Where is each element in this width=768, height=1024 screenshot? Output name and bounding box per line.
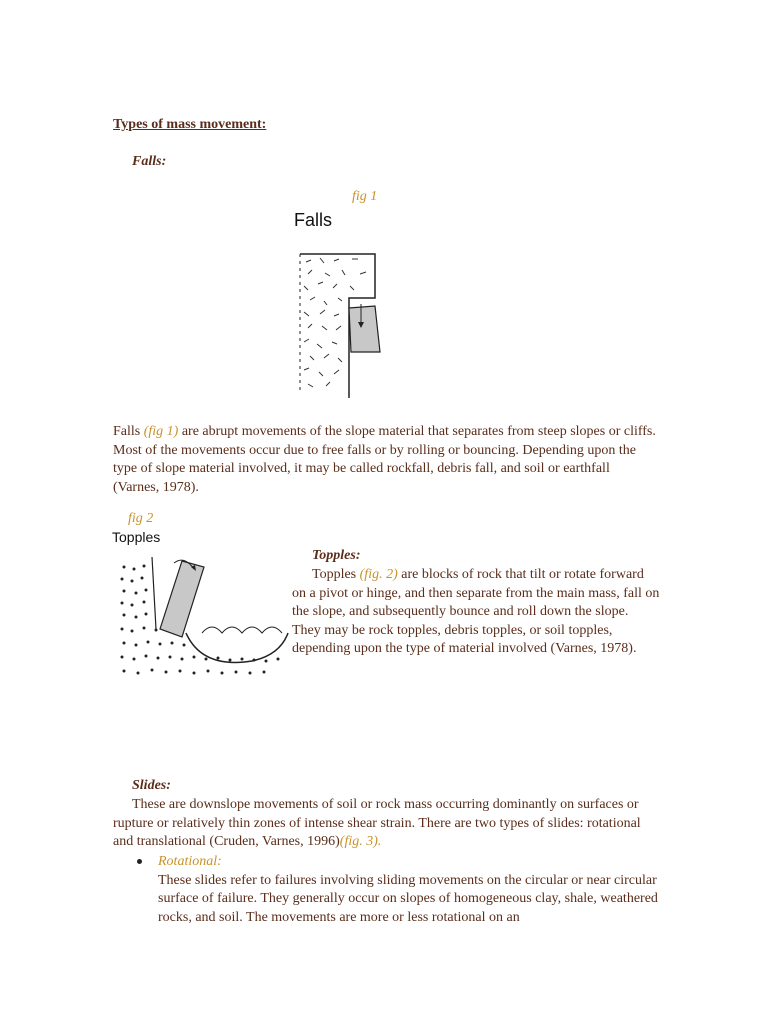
bullet-rotational-text: These slides refer to failures involving sliding movements on the circular or near circular surface of failure. They generally occur on slopes of homogeneous clay, shale, weathered rocks, and soil. The movements are more or less rotational on an: [158, 872, 658, 925]
bullet-rotational: [158, 853, 663, 927]
topples-fig-ref: (fig. 2): [359, 567, 398, 582]
slides-subhead: Slides:: [132, 778, 171, 793]
bullet-dot-icon: [137, 859, 142, 864]
slides-para-start: These are downslope movements of soil or rock mass occurring dominantly on surfaces or rupture or relatively thin zones of intense shear strain. There are two types of slides: rotational and translational (Cruden, Varnes, 1996): [113, 797, 641, 849]
bullet-rotational-label: Rotational:: [158, 854, 222, 869]
falls-para-rest: are abrupt movements of the slope material that separates from steep slopes or cliffs. Most of the movements occur due to free falls or by rolling or bouncing. Depending upon the type of slope material involved, it may be called rockfall, debris fall, and soil or earthfall (Varnes, 1978).: [113, 424, 656, 495]
topples-block-illustration: [112, 549, 292, 679]
page-heading: Types of mass movement:: [113, 117, 267, 132]
topples-diagram-title: Topples: [112, 529, 161, 545]
falls-fig-caption: fig 1: [352, 189, 378, 204]
falls-paragraph: [113, 423, 658, 497]
topples-fig-caption: fig 2: [128, 511, 154, 526]
slides-fig-ref: (fig. 3).: [339, 834, 382, 849]
slides-bullet-list: [158, 853, 663, 927]
topples-subhead: Topples:: [312, 548, 361, 563]
falls-cliff-illustration: [292, 246, 392, 398]
topples-diagram: [112, 529, 292, 679]
falls-diagram-title: Falls: [294, 210, 333, 230]
slides-paragraph: [113, 796, 658, 852]
topples-para-start: Topples: [312, 567, 360, 582]
falls-subhead: Falls:: [132, 154, 167, 169]
topples-paragraph: [292, 566, 660, 659]
falls-fig-ref: (fig 1): [143, 424, 179, 439]
topples-para-rest: are blocks of rock that tilt or rotate forward on a pivot or hinge, and then separate from the main mass, fall on the slope, and subsequently bounce and roll down the slope. They may be rock topples, debris topples, or soil topples, depending upon the type of material involved (Varnes, 1978).: [292, 567, 660, 656]
falls-diagram: [292, 208, 392, 398]
falls-para-start: Falls: [113, 424, 144, 439]
